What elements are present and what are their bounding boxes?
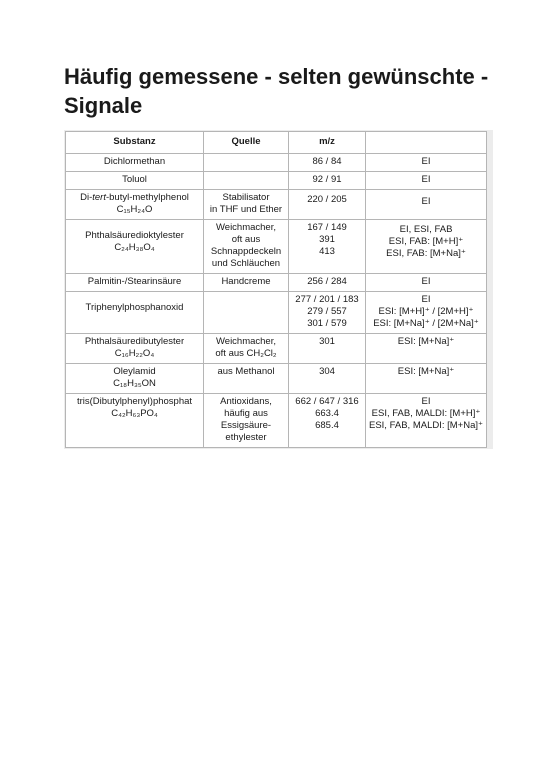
cell-ion (366, 394, 487, 448)
cell-line: 167 / 149 (307, 222, 347, 233)
table-row (66, 190, 487, 220)
cell-line: EI, ESI, FAB (399, 224, 453, 235)
cell-line: 301 (319, 336, 335, 347)
cell-line: Stabilisator (222, 192, 270, 203)
cell-substanz (66, 172, 204, 190)
cell-line: Antioxidans, (220, 396, 272, 407)
cell-line: Essigsäure- (220, 420, 272, 431)
cell-line: EI (421, 196, 431, 207)
cell-mz (289, 190, 366, 220)
cell-line: EI (421, 294, 431, 305)
table-row (66, 292, 487, 334)
cell-mz (289, 172, 366, 190)
cell-line: Weichmacher, (215, 336, 276, 347)
cell-line: oft aus (231, 234, 261, 245)
cell-line: C₁₈H₃₅ON (113, 378, 156, 389)
cell-mz (289, 334, 366, 364)
cell-line: C₁₅H₂₄O (116, 204, 153, 215)
table-row (66, 172, 487, 190)
cell-line: ESI, FAB, MALDI: [M+Na]⁺ (369, 420, 484, 431)
cell-substanz (66, 394, 204, 448)
cell-line: EI (421, 396, 431, 407)
cell-line: 663.4 (315, 408, 339, 419)
header-substanz: Substanz (66, 132, 204, 154)
cell-ion (366, 274, 487, 292)
cell-line: und Schläuchen (211, 258, 281, 269)
cell-line: Weichmacher, (215, 222, 276, 233)
cell-line: 413 (319, 246, 335, 257)
cell-line: EI (421, 276, 431, 287)
cell-line: ESI: [M+Na]⁺ (397, 366, 455, 377)
cell-ion (366, 190, 487, 220)
cell-line: Phthalsäuredibutylester (84, 336, 185, 347)
cell-line: 301 / 579 (307, 318, 347, 329)
cell-quelle (204, 394, 289, 448)
cell-line: oft aus CH₂Cl₂ (215, 348, 277, 359)
table-frame (64, 130, 493, 449)
cell-mz (289, 394, 366, 448)
cell-line: aus Methanol (217, 366, 275, 377)
cell-quelle (204, 220, 289, 274)
cell-line: 391 (319, 234, 335, 245)
title-line-2: Signale (64, 93, 143, 118)
cell-line: Oleylamid (113, 366, 156, 377)
cell-line: 685.4 (315, 420, 339, 431)
cell-ion (366, 154, 487, 172)
cell-line: ESI: [M+Na]⁺ (397, 336, 455, 347)
title-line-1: Häufig gemessene - selten gewünschte - (64, 64, 489, 89)
cell-line: C₁₆H₂₂O₄ (114, 348, 155, 359)
cell-line: ESI, FAB, MALDI: [M+H]⁺ (371, 408, 481, 419)
cell-substanz (66, 274, 204, 292)
cell-line: ESI: [M+H]⁺ / [2M+H]⁺ (378, 306, 474, 317)
table-row (66, 154, 487, 172)
cell-substanz (66, 292, 204, 334)
cell-line: Palmitin-/Stearinsäure (87, 276, 182, 287)
cell-quelle (204, 154, 289, 172)
cell-line: in THF und Ether (209, 204, 283, 215)
cell-line: tris(Dibutylphenyl)phosphat (76, 396, 193, 407)
cell-substanz (66, 220, 204, 274)
cell-line: häufig aus (224, 408, 268, 419)
cell-mz (289, 154, 366, 172)
cell-ion (366, 334, 487, 364)
cell-line: Handcreme (221, 276, 271, 287)
cell-line: ethylester (225, 432, 267, 443)
header-mz: m/z (289, 132, 366, 154)
table-row (66, 334, 487, 364)
cell-substanz (66, 364, 204, 394)
cell-line: ESI: [M+Na]⁺ / [2M+Na]⁺ (373, 318, 479, 329)
cell-line: Triphenylphosphanoxid (85, 302, 184, 313)
table-header-row (66, 132, 487, 154)
cell-substanz (66, 190, 204, 220)
page-title (64, 62, 489, 120)
cell-line: Schnappdeckeln (210, 246, 282, 257)
cell-line: C₄₂H₆₃PO₄ (111, 408, 158, 419)
cell-line: Dichlormethan (103, 156, 166, 167)
cell-mz (289, 292, 366, 334)
cell-line: 256 / 284 (307, 276, 347, 287)
cell-line: Toluol (122, 174, 147, 185)
cell-substanz (66, 154, 204, 172)
cell-substanz (66, 334, 204, 364)
cell-line: 304 (319, 366, 335, 377)
cell-line: 220 / 205 (307, 194, 347, 205)
cell-line: 86 / 84 (312, 156, 342, 167)
table-row (66, 220, 487, 274)
table-row (66, 394, 487, 448)
table-row (66, 364, 487, 394)
cell-quelle (204, 274, 289, 292)
cell-line: 277 / 201 / 183 (295, 294, 359, 305)
table-row (66, 274, 487, 292)
cell-line: 279 / 557 (307, 306, 347, 317)
cell-line: Phthalsäuredioktylester (85, 230, 184, 241)
cell-quelle (204, 292, 289, 334)
cell-line: C₂₄H₃₈O₄ (114, 242, 155, 253)
cell-mz (289, 220, 366, 274)
cell-line: ESI, FAB: [M+H]⁺ (388, 236, 464, 247)
cell-line: Di-tert-butyl-methylphenol (80, 192, 189, 203)
cell-line: EI (421, 156, 431, 167)
cell-line: 92 / 91 (312, 174, 342, 185)
cell-line: EI (421, 174, 431, 185)
signals-table (65, 131, 487, 448)
cell-line: ESI, FAB: [M+Na]⁺ (386, 248, 466, 259)
cell-line: 662 / 647 / 316 (295, 396, 359, 407)
cell-ion (366, 172, 487, 190)
cell-quelle (204, 334, 289, 364)
cell-ion (366, 364, 487, 394)
cell-quelle (204, 172, 289, 190)
cell-mz (289, 364, 366, 394)
cell-ion (366, 292, 487, 334)
cell-quelle (204, 190, 289, 220)
header-ionisation (366, 132, 487, 154)
cell-mz (289, 274, 366, 292)
header-quelle: Quelle (204, 132, 289, 154)
cell-quelle (204, 364, 289, 394)
table-body (66, 154, 487, 448)
cell-ion (366, 220, 487, 274)
